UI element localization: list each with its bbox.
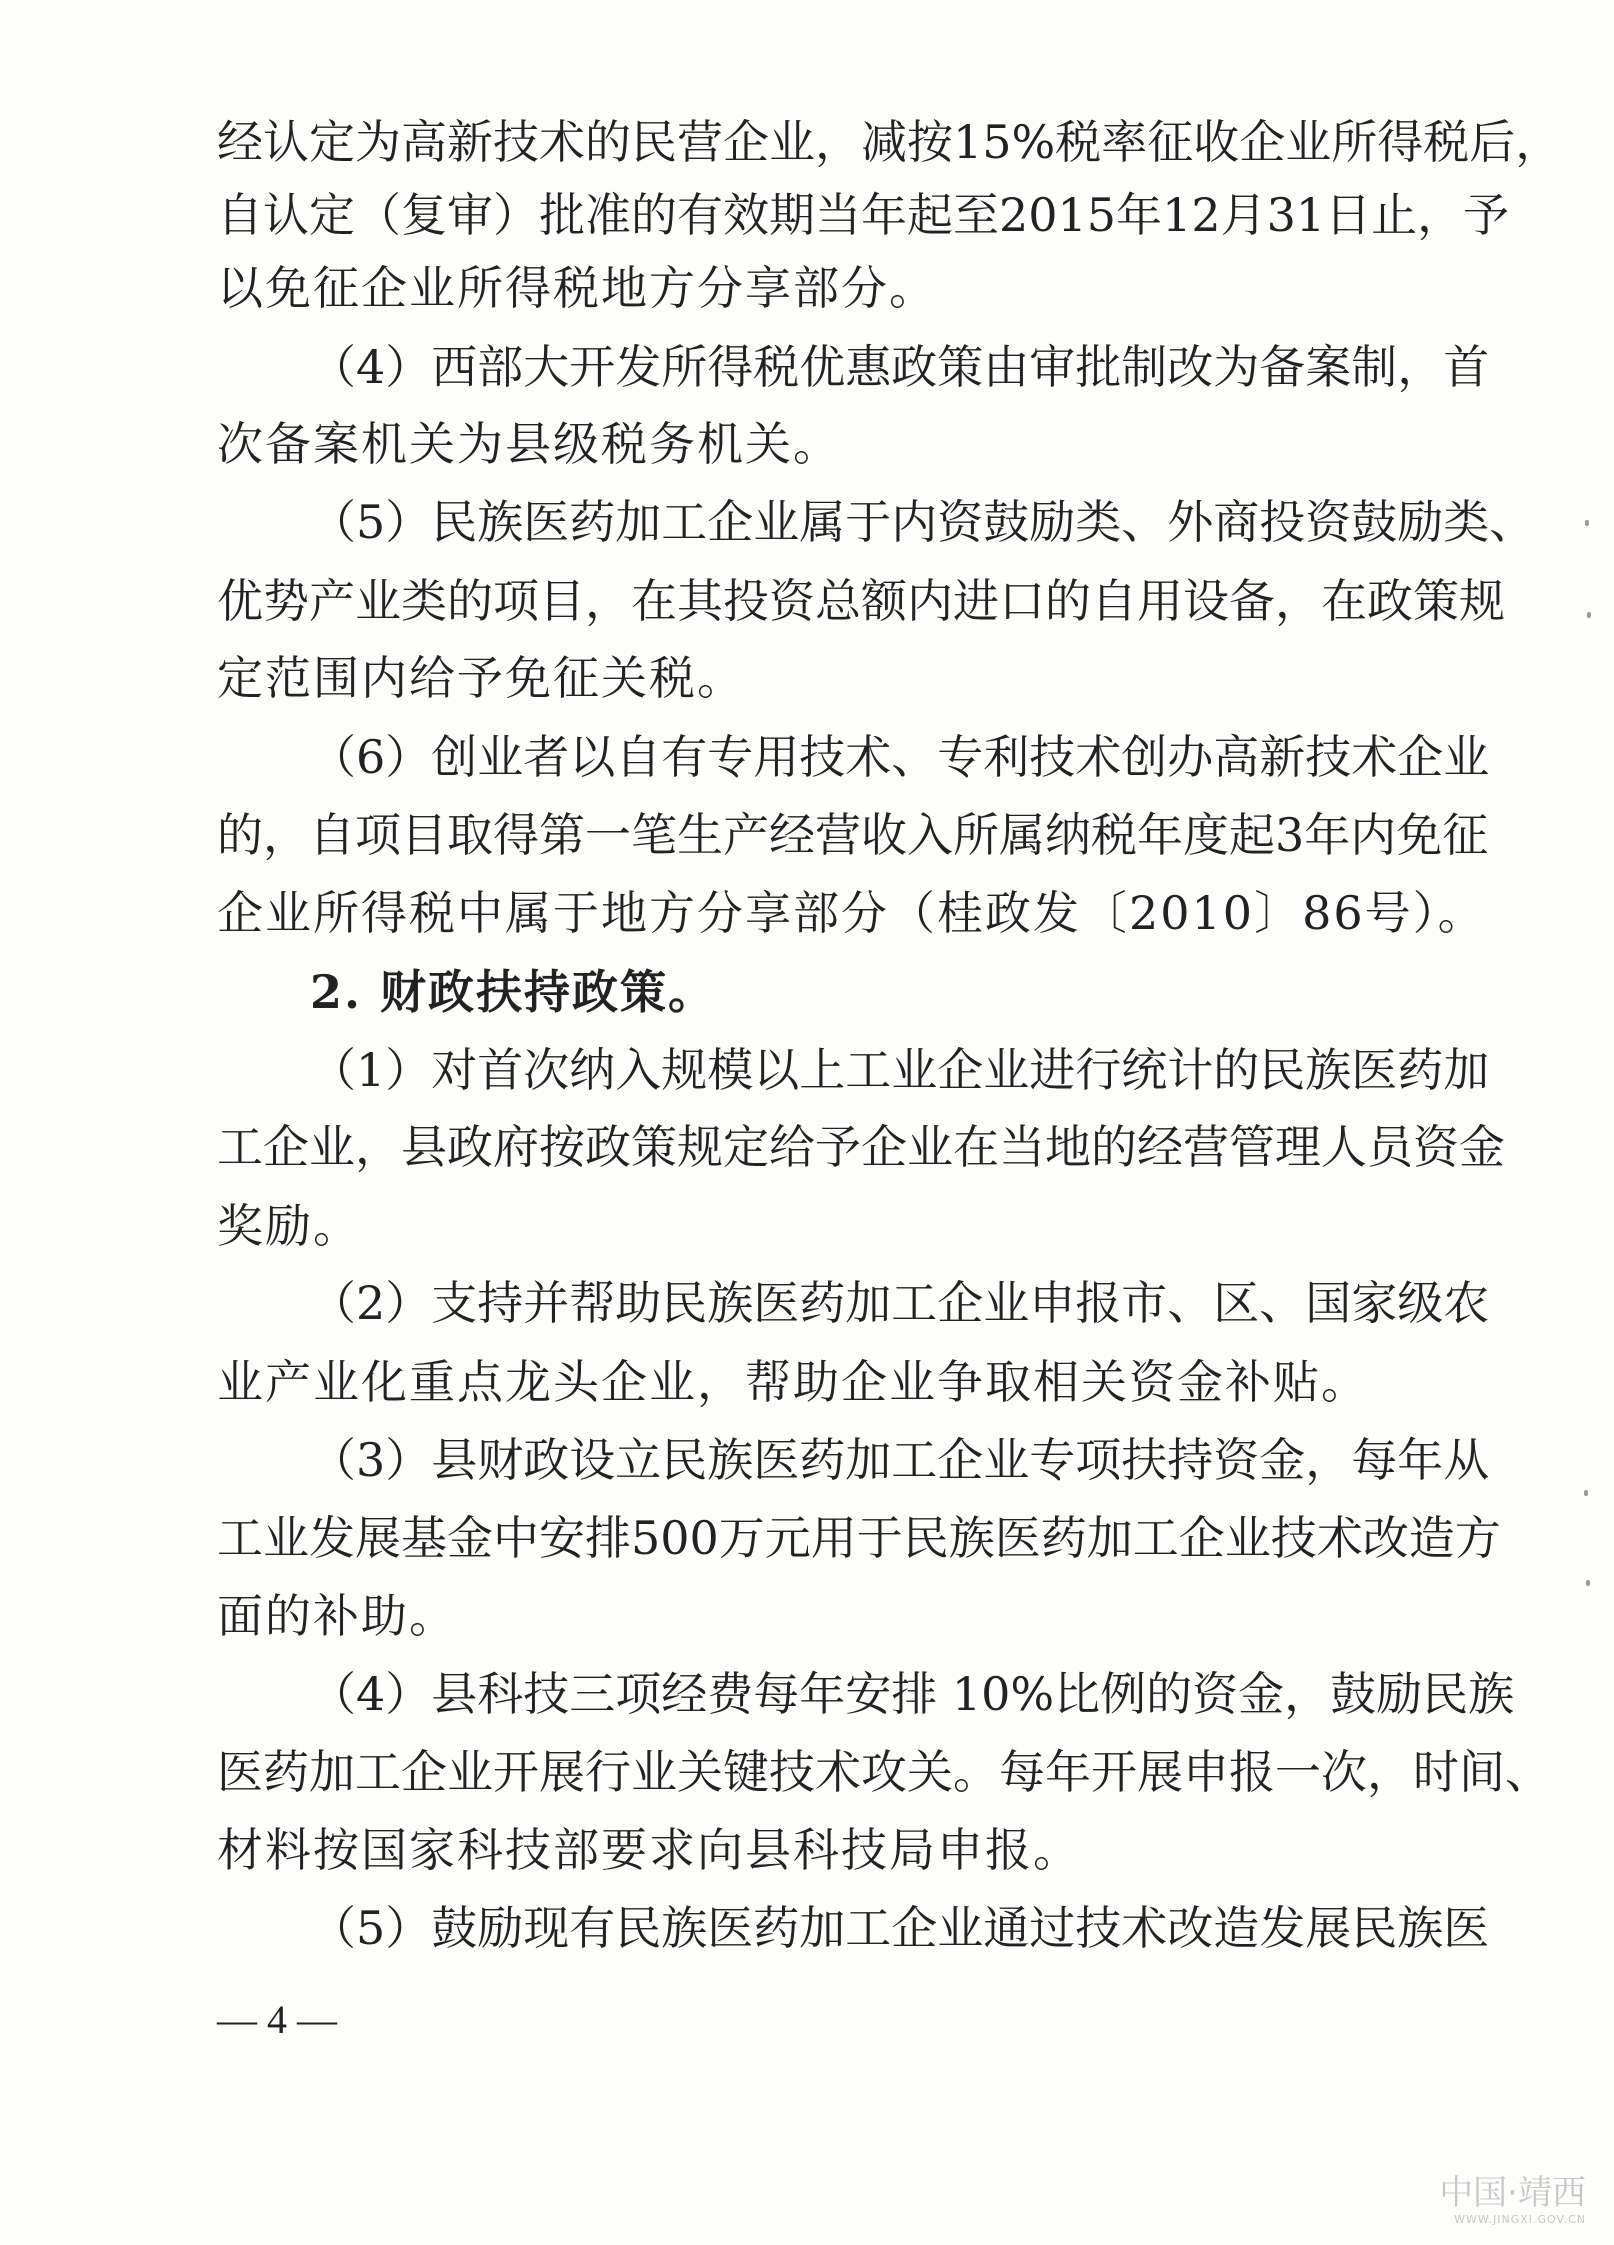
text-line-13: （1）对首次纳入规模以上工业企业进行统计的民族医药加 [310, 1043, 1490, 1097]
text-line-23: 材料按国家科技部要求向县科技局申报。 [217, 1823, 1081, 1877]
text-line-16: （2）支持并帮助民族医药加工企业申报市、区、国家级农 [310, 1276, 1490, 1330]
text-line-7: 优势产业类的项目，在其投资总额内进口的自用设备，在政策规 [217, 574, 1505, 628]
text-line-21: （4）县科技三项经费每年安排 10%比例的资金，鼓励民族 [310, 1667, 1515, 1721]
text-line-17: 业产业化重点龙头企业，帮助企业争取相关资金补贴。 [217, 1355, 1369, 1409]
section-heading: 2. 财政扶持政策。 [310, 965, 717, 1019]
text-line-14: 工企业，县政府按政策规定给予企业在当地的经营管理人员资金 [217, 1120, 1505, 1174]
text-line-8: 定范围内给予免征关税。 [217, 651, 745, 705]
text-line-19: 工业发展基金中安排500万元用于民族医药加工企业技术改造方 [217, 1511, 1501, 1565]
watermark-url: WWW.JINGXI.GOV.CN [1454, 2213, 1586, 2226]
text-line-1: 经认定为高新技术的民营企业，减按15%税率征收企业所得税后， [217, 115, 1562, 169]
page-number: — 4 — [217, 1997, 337, 2042]
text-line-4: （4）西部大开发所得税优惠政策由审批制改为备案制，首 [310, 340, 1490, 394]
text-line-18: （3）县财政设立民族医药加工企业专项扶持资金，每年从 [310, 1433, 1490, 1487]
text-line-6: （5）民族医药加工企业属于内资鼓励类、外商投资鼓励类、 [310, 495, 1536, 549]
text-line-20: 面的补助。 [217, 1589, 457, 1643]
text-line-9: （6）创业者以自有专用技术、专利技术创办高新技术企业 [310, 730, 1490, 784]
text-line-24: （5）鼓励现有民族医药加工企业通过技术改造发展民族医 [310, 1901, 1490, 1955]
site-watermark [1439, 2173, 1586, 2227]
text-line-3: 以免征企业所得税地方分享部分。 [217, 261, 937, 315]
text-line-2: 自认定（复审）批准的有效期当年起至2015年12月31日止，予 [217, 188, 1510, 242]
text-line-5: 次备案机关为县级税务机关。 [217, 417, 841, 471]
scan-speck [1587, 612, 1591, 618]
watermark-title: 中国·靖西 [1439, 2173, 1586, 2213]
scan-speck [1584, 1490, 1588, 1496]
text-line-15: 奖励。 [217, 1199, 361, 1253]
text-line-11: 企业所得税中属于地方分享部分（桂政发〔2010〕86号）。 [217, 886, 1486, 940]
text-line-10: 的，自项目取得第一笔生产经营收入所属纳税年度起3年内免征 [217, 808, 1489, 862]
scan-speck [1585, 520, 1589, 526]
scan-speck [1586, 1580, 1590, 1586]
text-line-22: 医药加工企业开展行业关键技术攻关。每年开展申报一次，时间、 [217, 1745, 1551, 1799]
